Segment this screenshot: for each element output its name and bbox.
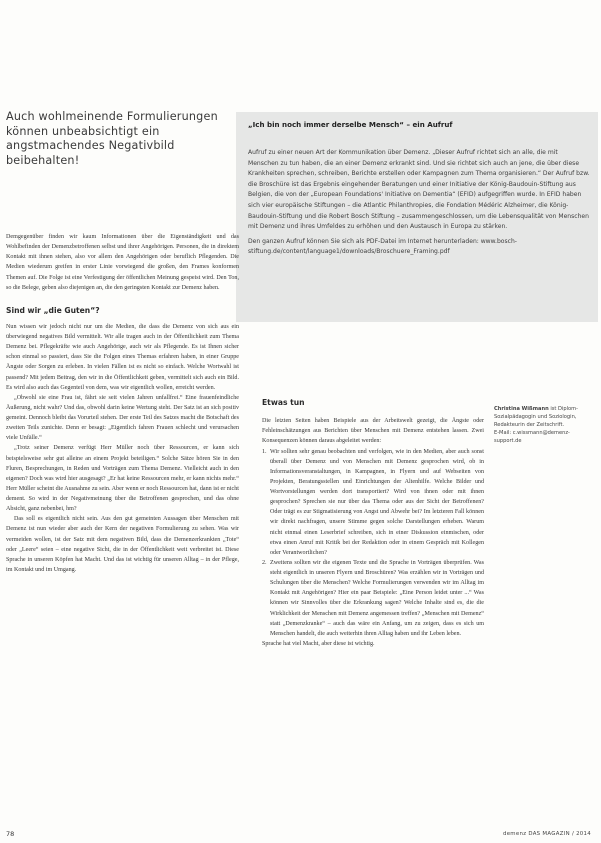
- list-item: [262, 558, 484, 639]
- closing-line: Sprache hat viel Macht, aber diese ist wichtig.: [262, 640, 375, 647]
- list-number: 2.: [262, 559, 267, 566]
- info-box: [236, 112, 598, 322]
- list-item-text: Zweitens sollten wir die eigenen Texte und die Sprache in Vorträgen überprüfen. Was steht eigentlich in unseren Flyern und Broschüren? Was erzählen wir in Vorträgen und Schulungen über die Menschen? Welche Formulierungen verwenden wir im Alltag im Kontakt mit Angehörigen? Hier ein paar Beispiele: „Eine Person leidet unter ...“ Was können wir Sinnvolles über die Erkrankung sagen? Welche Inhalte sind es, die die Wirklichkeit der Menschen mit Demenz angemessen treffen? „Menschen mit Demenz“ statt „Demenzkranke“ – auch das wäre ein Anfang, um zu zeigen, dass es sich um Menschen handelt, die auch weiterhin ihren Alltag haben und ihr Leben leben.: [270, 559, 484, 637]
- article-column-right: [262, 398, 484, 649]
- article-column-left: [6, 232, 239, 575]
- paragraph: „Obwohl sie eine Frau ist, fährt sie seit vielen Jahren unfallfrei.“ Eine frauenfeindliche Äußerung, nicht wahr? Und das, obwohl darin keine Wertung steht. Der Satz ist an sich positiv gemeint. Dennoch bleibt das Vorurteil stehen. Der erste Teil des Satzes macht die Botschaft des zweiten Teils zunichte. Denn er besagt: „Eigentlich fahren Frauen schlecht und verursachen viele Unfälle.“: [6, 394, 239, 442]
- author-box: [494, 405, 594, 445]
- author-name: Christina Wißmann: [494, 406, 549, 412]
- info-box-title: „Ich bin noch immer derselbe Mensch“ – ein Aufruf: [248, 120, 453, 129]
- numbered-list: [262, 447, 484, 639]
- list-item-text: Wir sollten sehr genau beobachten und verfolgen, wie in den Medien, aber auch sonst überall über Demenz und von Menschen mit Demenz gesprochen wird, ob in Informationsveranstaltungen, in Kampagnen, in Flyern und auf Webseiten von Projekten, Beratungsstellen und Einrichtungen der Altenhilfe. Welche Bilder und Wortvorstellungen werden dort transportiert? Wird von ihnen oder mit ihnen gesprochen? Sprechen sie nur über das Thema oder aus der Sicht der Betroffenen? Oder trägt es zur Stigmatisierung von Angst und Abwehr bei? Im letzteren Fall können wir direkt nachfragen, unsere Stimme gegen solche Darstellungen erheben. Warum nicht einmal einen Leserbrief schreiben, sich in einer Diskussion einmischen, oder etwa einen Anruf mit Kritik bei der Redaktion oder in einem Gespräch mit Kollegen oder Verantwortlichen?: [270, 448, 484, 556]
- paragraph: „Trotz seiner Demenz verfügt Herr Müller noch über Ressourcen, er kann sich beispielsweise sehr gut alleine an einem Projekt beteiligen.“ Solche Sätze hören Sie in den Fluren, Besprechungen, in Reden und Vorträgen zum Thema Demenz. Vielleicht auch in den eigenen? Doch was wird hier ausgesagt? „Er hat keine Ressourcen mehr, er kann nichts mehr.“ Herr Müller scheint die Ausnahme zu sein. Aber wenn er noch Ressourcen hat, dann ist er nicht dement. So wird in der Negativmeinung über die Betroffenen gesprochen, und das ohne Absicht, ganz nebenbei, hm?: [6, 445, 239, 513]
- page-number: 78: [6, 830, 15, 838]
- author-email[interactable]: E-Mail: c.wissmann@demenz-support.de: [494, 430, 570, 445]
- author-bio: ist Diplom-Sozialpädagogin und Soziologin, Redakteurin der Zeitschrift.: [494, 406, 578, 429]
- paragraph-intro: Demgegenüber finden wir kaum Informationen über die Eigenständigkeit und das Wohlbefinden der Demenzbetroffenen selbst und ihrer Angehörigen. Personen, die in direktem Kontakt mit ihnen stehen, also vor allem den Angehörigen oder beruflich Pflegenden. Die Medien wiederum greifen in erster Linie vorwiegend die großen, den Frames konformen Themen auf. Die Folge ist eine Verfestigung der öffentlichen Meinung gespeist wird. Den Ton, so die Belege, geben also diejenigen an, die den geringsten Kontakt zur Demenz haben.: [6, 234, 239, 291]
- paragraph: Nun wissen wir jedoch nicht nur um die Medien, die dass die Demenz von sich aus ein überwiegend negatives Bild vermittelt. Wir alle tragen auch in der Öffentlichkeit zum Thema Demenz bei. Pflegekräfte wie auch Angehörige, auch wir als Pflegende. Es ist Ihnen sicher schon einmal so passiert, dass Sie die Folgen eines Themas erfahren haben, in einer Gruppe Ängste oder Sorgen zu erleben. In vielen Fällen ist es nicht so einfach. Welche Wortwahl ist passend? Mit jedem Beitrag, den wir in die Öffentlichkeit geben, vermittelt sich auch ein Bild. Es wird also auch das Gegenteil von dem, was wir eigentlich wollen, erreicht werden.: [6, 323, 239, 391]
- paragraph: Die letzten Seiten haben Beispiele aus der Arbeitswelt gezeigt, die Ängste oder Fehleinschätzungen aus Berichten über Menschen mit Demenz entstehen lassen. Zwei Konsequenzen können daraus abgeleitet werden:: [262, 418, 484, 445]
- list-item: [262, 447, 484, 558]
- section-heading-etwas-tun: Etwas tun: [262, 398, 305, 407]
- section-heading-die-guten: Sind wir „die Guten“?: [6, 305, 100, 315]
- info-box-body: Aufruf zu einer neuen Art der Kommunikation über Demenz. „Dieser Aufruf richtet sich an alle, die mit Menschen zu tun haben, die an einer Demenz erkrankt sind. Und sie richtet sich auch an jene, die über diese Krankheiten sprechen, schreiben, Berichte erstellen oder Kampagnen zum Thema organisieren.“ Der Aufruf bzw. die Broschüre ist das Ergebnis eingehender Beratungen und einer Initiative der König-Baudouin-Stiftung aus Belgien, die von der „European Foundations' Initiative on Dementia“ (EFID) aufgegriffen wurde. In EFID haben sich vier europäische Stiftungen – die Atlantic Philanthropies, die Fondation Médéric Alzheimer, die König-Baudouin-Stiftung und die Robert Bosch Stiftung – zusammengeschlossen, um die Lebensqualität von Menschen mit Demenz und ihres Umfeldes zu erhöhen und den Austausch in Europa zu stärken.: [248, 149, 590, 231]
- info-box-download: Den ganzen Aufruf können Sie sich als PDF-Datei im Internet herunterladen: www.bosch-stiftung.de/content/language1/downloads/Broschuere_Framing.pdf: [248, 237, 517, 256]
- list-number: 1.: [262, 448, 267, 455]
- journal-footer: demenz DAS MAGAZIN / 2014: [502, 831, 591, 837]
- pull-quote: Auch wohlmeinende Formulierungen können unbeabsichtigt ein angstmachendes Negativbild beibehalten!: [6, 110, 218, 167]
- paragraph: Das soll es eigentlich nicht sein. Aus den gut gemeinten Aussagen über Menschen mit Demenz ist nun wieder aber auch der Kern der negativen Formulierung zu sehen. Was wir vermeiden wollen, ist der Satz mit dem negativen Bild, dass die Demenzerkrankten „Tote“ oder „Leere“ seien – eine negative Sicht, die in der Öffentlichkeit weit verbreitet ist. Diese Sprache in unseren Köpfen hat Macht. Und das ist wichtig für unseren Alltag – in der Pflege, im Kontakt und im Umgang.: [6, 516, 239, 573]
